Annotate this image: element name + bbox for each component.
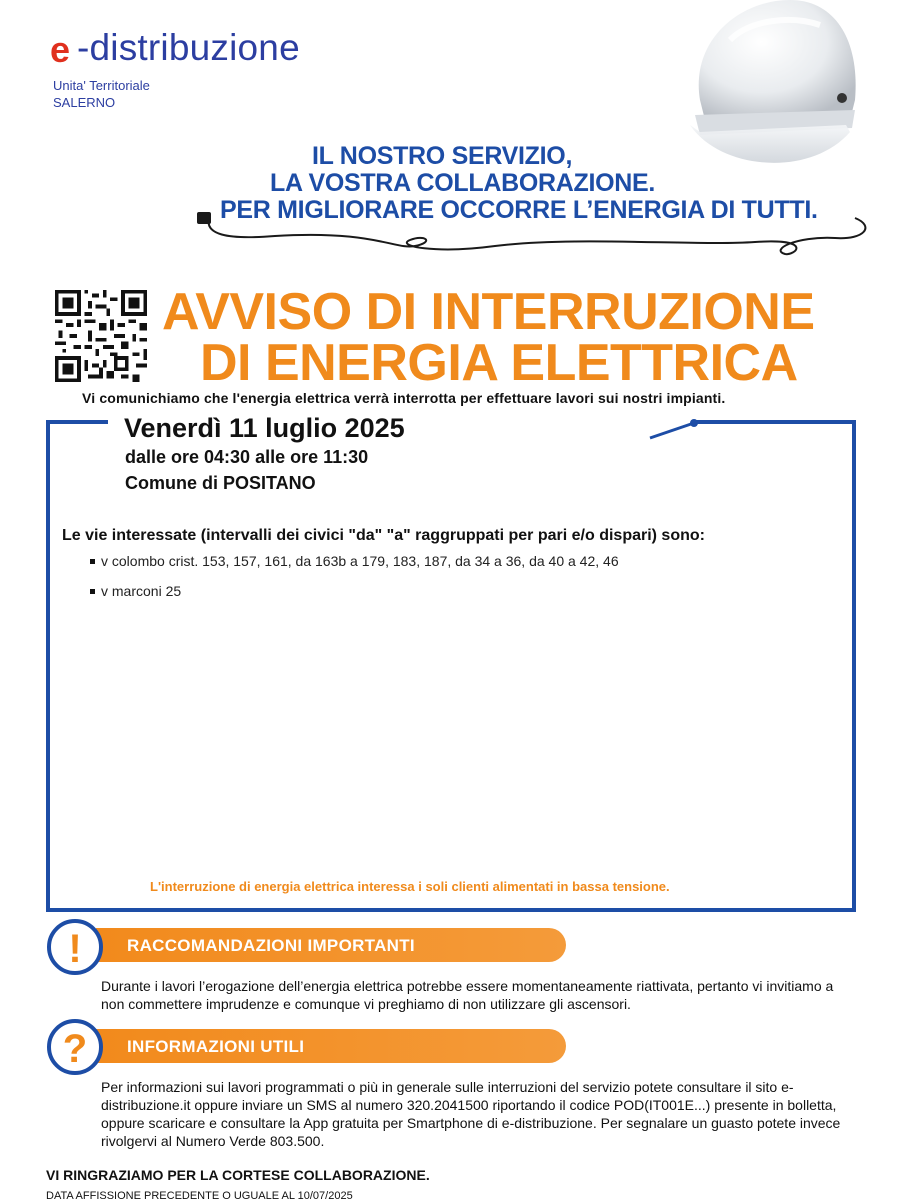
affix-date: DATA AFFISSIONE PRECEDENTE O UGUALE AL 10/07/2025 [46, 1190, 353, 1202]
e-logo-icon [50, 36, 75, 66]
box-top-border-left [46, 420, 108, 424]
interruption-time: dalle ore 04:30 alle ore 11:30 [125, 447, 369, 467]
exclamation-glyph: ! [68, 927, 82, 971]
bullet-icon [90, 589, 95, 594]
unit-label: Unita' Territoriale [53, 78, 150, 93]
box-note: L'interruzione di energia elettrica interessa i soli clienti alimentati in bassa tensione. [150, 879, 670, 894]
exclamation-icon [46, 918, 104, 976]
box-top-border-right [695, 420, 856, 424]
notice-title-line-1: AVVISO DI INTERRUZIONE [162, 283, 815, 341]
qr-code [55, 290, 147, 382]
info-heading: INFORMAZIONI UTILI [127, 1037, 305, 1056]
thanks-text: VI RINGRAZIAMO PER LA CORTESE COLLABORAZIONE. [46, 1167, 430, 1183]
helmet-illustration [660, 0, 860, 190]
intro-text: Vi comunichiamo che l'energia elettrica verrà interrotta per effettuare lavori sui nostri impianti. [82, 390, 726, 406]
brand-logo [50, 26, 300, 70]
recommendations-text: Durante i lavori l’erogazione dell’energia elettrica potrebbe essere momentaneamente riattivata, pertanto vi invitiamo a non commettere imprudenze e comunque vi preghiamo di non utilizzare gli ascensori. [101, 978, 834, 1012]
recommendations-heading: RACCOMANDAZIONI IMPORTANTI [127, 936, 415, 955]
unit-name: SALERNO [53, 95, 116, 110]
logo-e-letter: e [50, 36, 71, 66]
comune-name: POSITANO [223, 473, 316, 493]
logo-wordmark: -distribuzione [77, 27, 300, 68]
comune-label: Comune di [125, 473, 223, 493]
notice-title-line-2: DI ENERGIA ELETTRICA [200, 334, 798, 392]
interruption-comune [125, 473, 316, 494]
slogan-line-1: IL NOSTRO SERVIZIO, [312, 142, 573, 170]
slogan-line-2: LA VOSTRA COLLABORAZIONE. [270, 169, 656, 197]
interruption-date: Venerdì 11 luglio 2025 [124, 413, 405, 443]
cable-plug-icon [195, 206, 875, 268]
pen-icon [648, 418, 700, 442]
bullet-icon [90, 559, 95, 564]
info-text: Per informazioni sui lavori programmati o più in generale sulle interruzioni del servizio potete consultare il sito e-distribuzione.it oppure inviare un SMS al numero 320.2041500 riportando il codice POD(IT001E...) presente in bolletta, oppure scaricare e consultare la App gratuita per Smartphone di e-distribuzione. Per segnalare un guasto potete invece rivolgervi al Numero Verde 803.500. [101, 1079, 841, 1149]
question-glyph: ? [62, 1027, 88, 1071]
street-item: v marconi 25 [90, 583, 181, 599]
street-item: v colombo crist. 153, 157, 161, da 163b a 179, 183, 187, da 34 a 36, da 40 a 42, 46 [90, 553, 619, 569]
slogan-line-3: PER MIGLIORARE OCCORRE L’ENERGIA DI TUTTI. [220, 196, 818, 224]
streets-title: Le vie interessate (intervalli dei civici "da" "a" raggruppati per pari e/o dispari) sono: [62, 527, 705, 544]
question-icon [46, 1018, 104, 1076]
